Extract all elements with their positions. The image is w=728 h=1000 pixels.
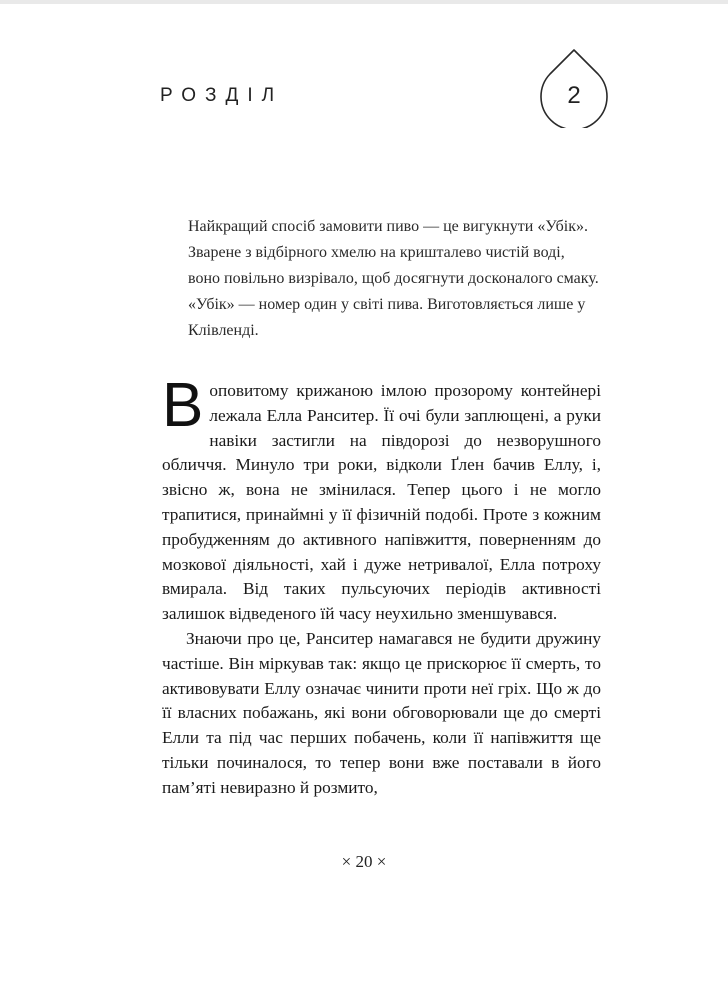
top-edge-rule: [0, 0, 728, 4]
chapter-badge: [538, 44, 618, 128]
chapter-label: РОЗДІЛ: [160, 85, 284, 106]
paragraph-1: [162, 371, 601, 627]
paragraph-1-text: оповитому крижаною імлою прозорому контейнері лежала Елла Ранситер. Її очі були заплющені, а руки навіки застигли на півдорозі до незворушного обличчя. Минуло три роки, відколи Ґлен бачив Еллу, і, звісно ж, вона не змінилася. Тепер цього і не могло трапитися, принаймні у її фізичній подобі. Проте з кожним пробудженням до активного напівжиття, поверненням до мозкової діяльності, хай і дуже нетривалої, Елла потроху вмирала. Від таких пульсуючих періодів активності залишок відведеного їй часу неухильно зменшувався.: [162, 381, 601, 624]
epigraph: [188, 214, 600, 344]
main-text: [162, 371, 601, 801]
page-number: × 20 ×: [341, 852, 387, 871]
paragraph-2: Знаючи про це, Ранситер намагався не будити дружину частіше. Він міркував так: якщо це прискорює її смерть, то активовувати Еллу означає чинити проти неї гріх. Що ж до її власних побажань, які вони обговорювали ще до смерті Елли та під час перших побачень, коли її напівжиття ще тільки починалося, то тепер вони вже поставали в його пам’яті невиразно й розмито,: [162, 628, 601, 797]
drop-cap: В: [162, 371, 204, 440]
chapter-number: 2: [567, 82, 581, 109]
epigraph-text: Найкращий спосіб замовити пиво — це вигукнути «Убік». Зварене з відбірного хмелю на кришталево чистій воді, воно повільно визрівало, щоб досягнути досконалого смаку. «Убік» — номер один у світі пива. Виготовляється лише у Клівленді.: [188, 218, 599, 339]
